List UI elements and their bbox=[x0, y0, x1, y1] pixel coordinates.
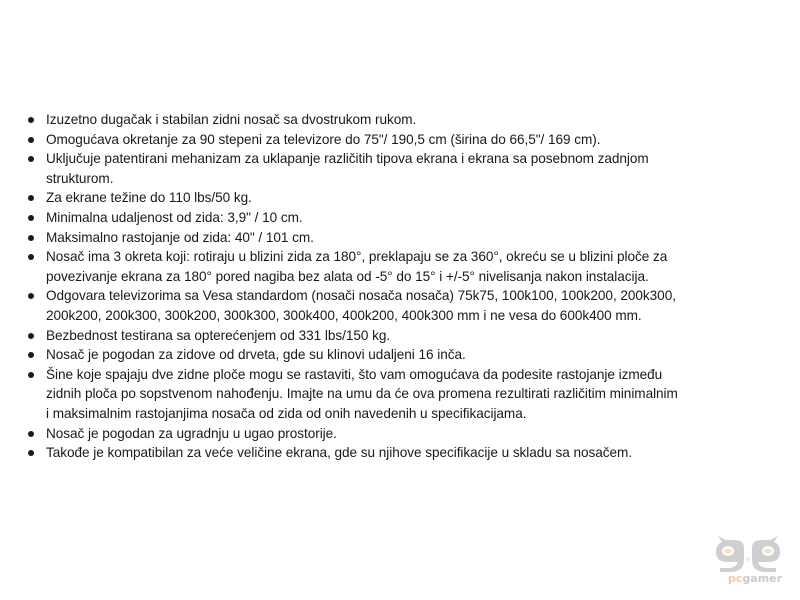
list-item bbox=[0, 188, 800, 208]
list-item-text: 200k200, 200k300, 300k200, 300k300, 300k400, 400k200, 400k300 mm i ne vesa do 600k400 mm. bbox=[46, 307, 642, 323]
list-item-text: Takođe je kompatibilan za veće veličine ekrana, gde su njihove specifikacije u skladu sa nosačem. bbox=[46, 445, 633, 461]
list-item-text: povezivanje ekrana za 180° pored nagiba bez alata od -5° do 15° i +/-5° nivelisanja nakon instalacija. bbox=[46, 268, 649, 284]
bullet-icon bbox=[28, 235, 34, 241]
list-item-text: Šine koje spajaju dve zidne ploče mogu se rastaviti, što vam omogućava da podesite rastojanje između bbox=[46, 366, 663, 382]
bullet-icon bbox=[28, 117, 34, 123]
watermark-wordmark bbox=[728, 572, 782, 585]
bullet-icon bbox=[28, 333, 34, 339]
list-item-text: Maksimalno rastojanje od zida: 40" / 101 cm. bbox=[46, 229, 314, 245]
list-item bbox=[0, 208, 800, 228]
list-item-text: Omogućava okretanje za 90 stepeni za televizore do 75"/ 190,5 cm (širina do 66,5"/ 169 cm). bbox=[46, 131, 601, 147]
list-item-text: Izuzetno dugačak i stabilan zidni nosač sa dvostrukom rukom. bbox=[46, 112, 417, 127]
bullet-icon bbox=[28, 215, 34, 221]
bullet-icon bbox=[28, 137, 34, 143]
list-item-text: i maksimalnim rastojanjima nosača od zida od onih navedenih u specifikacijama. bbox=[46, 405, 527, 421]
list-item bbox=[0, 228, 800, 248]
list-item bbox=[0, 365, 800, 424]
bullet-icon bbox=[28, 156, 34, 162]
document-body bbox=[0, 110, 800, 463]
list-item-text: Bezbednost testirana sa opterećenjem od 331 lbs/150 kg. bbox=[46, 327, 391, 343]
list-item-text: Odgovara televizorima sa Vesa standardom (nosači nosača nosača) 75k75, 100k100, 100k200, 200k300, bbox=[46, 288, 676, 304]
list-item-text: Nosač je pogodan za zidove od drveta, gde su klinovi udaljeni 16 inča. bbox=[46, 347, 466, 363]
list-item-text: strukturom. bbox=[46, 170, 114, 186]
bullet-icon bbox=[28, 372, 34, 378]
bullet-icon bbox=[28, 293, 34, 299]
list-item bbox=[0, 130, 800, 150]
bullet-icon bbox=[28, 352, 34, 358]
gg-mascot-icon bbox=[712, 532, 784, 574]
list-item bbox=[0, 326, 800, 346]
list-item-text: Uključuje patentirani mehanizam za uklapanje različitih tipova ekrana i ekrana sa posebnom zadnjom bbox=[46, 151, 649, 167]
list-item-text: Nosač je pogodan za ugradnju u ugao prostorije. bbox=[46, 425, 337, 441]
bullet-icon bbox=[28, 195, 34, 201]
watermark-text-gamer: gamer bbox=[742, 572, 783, 585]
list-item bbox=[0, 424, 800, 444]
bullet-icon bbox=[28, 431, 34, 437]
list-item-text: Za ekrane težine do 110 lbs/50 kg. bbox=[46, 190, 252, 206]
bullet-icon bbox=[28, 254, 34, 260]
list-item-text: zidnih ploča po sopstvenom nahođenju. Imajte na umu da će ova promena rezultirati različitim minimalnim bbox=[46, 386, 678, 402]
pcgamer-logo-icon bbox=[712, 532, 784, 588]
list-item-text: Minimalna udaljenost od zida: 3,9" / 10 cm. bbox=[46, 209, 303, 225]
watermark-text-pc: pc bbox=[728, 572, 743, 585]
list-item bbox=[0, 286, 800, 325]
list-item bbox=[0, 247, 800, 286]
list-item bbox=[0, 345, 800, 365]
spec-bullet-list bbox=[0, 110, 800, 463]
bullet-icon bbox=[28, 450, 34, 456]
list-item bbox=[0, 110, 800, 130]
list-item bbox=[0, 443, 800, 463]
list-item bbox=[0, 149, 800, 188]
list-item-text: Nosač ima 3 okreta koji: rotiraju u blizini zida za 180°, preklapaju se za 360°, okreću se u blizini ploče za bbox=[46, 249, 668, 265]
